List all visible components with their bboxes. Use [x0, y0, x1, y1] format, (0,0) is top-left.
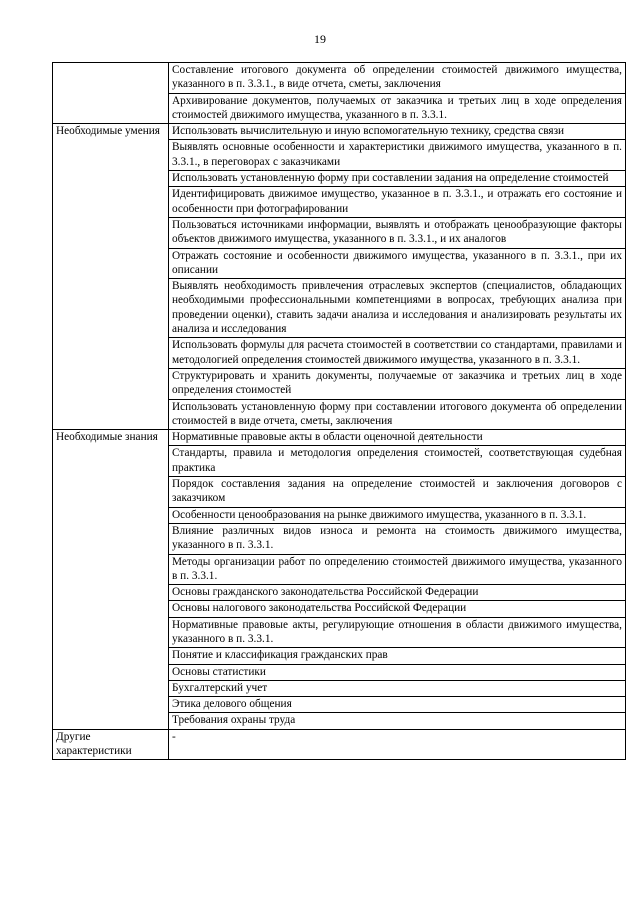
requirement-item: Основы гражданского законодательства Российской Федерации [169, 585, 626, 601]
table-row [53, 430, 626, 446]
requirement-item: Составление итогового документа об определении стоимостей движимого имущества, указанного в п. 3.3.1., в виде отчета, сметы, заключения [169, 63, 626, 94]
requirement-item: Использовать вычислительную и иную вспомогательную технику, средства связи [169, 124, 626, 140]
requirement-item: Структурировать и хранить документы, получаемые от заказчика и третьих лиц в ходе определения стоимостей [169, 368, 626, 399]
requirement-item: Идентифицировать движимое имущество, указанное в п. 3.3.1., и отражать его состояние и особенности при фотографировании [169, 187, 626, 218]
requirement-item: Выявлять необходимость привлечения отраслевых экспертов (специалистов, обладающих необходимыми профессиональными компетенциями в вопросах, требующих анализа при проведении оценки), ставить задачи анализа и исследования и анализировать результаты их анализа и исследования [169, 279, 626, 338]
requirement-item: Особенности ценообразования на рынке движимого имущества, указанного в п. 3.3.1. [169, 507, 626, 523]
section-label: Необходимые знания [53, 430, 169, 730]
requirement-item: Бухгалтерский учет [169, 680, 626, 696]
requirement-item: Отражать состояние и особенности движимого имущества, указанного в п. 3.3.1., при их описании [169, 248, 626, 279]
requirement-item: - [169, 729, 626, 760]
section-label: Необходимые умения [53, 124, 169, 430]
requirement-item: Архивирование документов, получаемых от заказчика и третьих лиц в ходе определения стоимостей движимого имущества, указанного в п. 3.3.1. [169, 93, 626, 124]
requirement-item: Пользоваться источниками информации, выявлять и отображать ценообразующие факторы объектов движимого имущества, указанного в п. 3.3.1., и их аналогов [169, 217, 626, 248]
requirement-item: Выявлять основные особенности и характеристики движимого имущества, указанного в п. 3.3.1., в переговорах с заказчиками [169, 140, 626, 171]
requirement-item: Использовать установленную форму при составлении итогового документа об определении стоимостей в виде отчета, сметы, заключения [169, 399, 626, 430]
requirement-item: Использовать установленную форму при составлении задания на определение стоимостей [169, 171, 626, 187]
requirement-item: Нормативные правовые акты в области оценочной деятельности [169, 430, 626, 446]
table-row [53, 124, 626, 140]
page-number: 19 [314, 32, 326, 46]
table-row [53, 729, 626, 760]
requirement-item: Понятие и классификация гражданских прав [169, 648, 626, 664]
requirement-item: Нормативные правовые акты, регулирующие отношения в области движимого имущества, указанного в п. 3.3.1. [169, 617, 626, 648]
requirement-item: Стандарты, правила и методология определения стоимостей, соответствующая судебная практика [169, 446, 626, 477]
table-row [53, 63, 626, 94]
requirements-table-body [53, 63, 626, 760]
requirement-item: Основы налогового законодательства Российской Федерации [169, 601, 626, 617]
requirement-item: Основы статистики [169, 664, 626, 680]
requirement-item: Влияние различных видов износа и ремонта на стоимость движимого имущества, указанного в п. 3.3.1. [169, 523, 626, 554]
section-label [53, 63, 169, 124]
requirement-item: Требования охраны труда [169, 713, 626, 729]
section-label: Другие характеристики [53, 729, 169, 760]
requirement-item: Этика делового общения [169, 697, 626, 713]
requirement-item: Порядок составления задания на определение стоимостей и заключения договоров с заказчиком [169, 477, 626, 508]
requirement-item: Методы организации работ по определению стоимостей движимого имущества, указанного в п. 3.3.1. [169, 554, 626, 585]
requirements-table [52, 62, 626, 760]
requirement-item: Использовать формулы для расчета стоимостей в соответствии со стандартами, правилами и методологией определения стоимостей движимого имущества, указанного в п. 3.3.1. [169, 338, 626, 369]
